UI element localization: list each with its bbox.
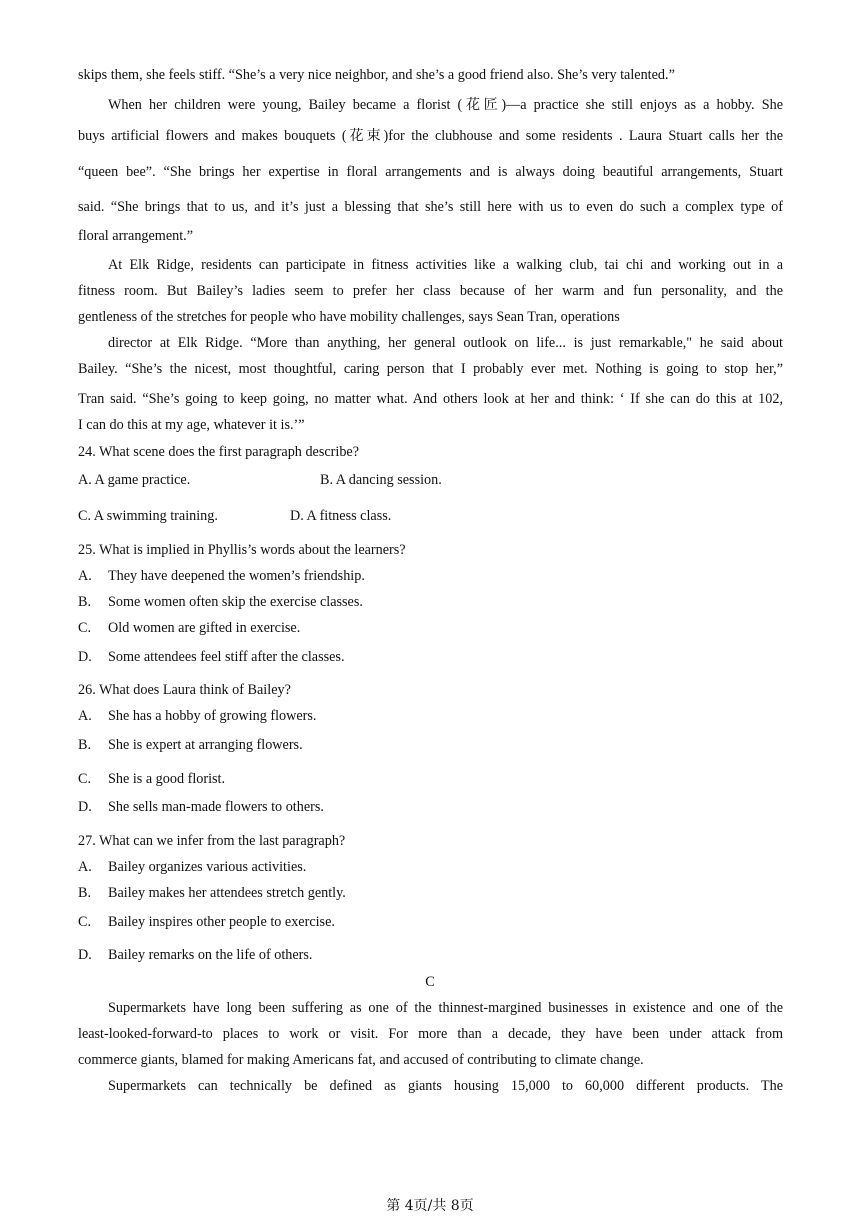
option-letter: B. — [78, 737, 92, 753]
question-26-option-d: She sells man-made flowers to others. — [108, 799, 324, 815]
question-26-option-b: She is expert at arranging flowers. — [108, 737, 303, 753]
question-25-stem: 25. What is implied in Phyllis’s words about the learners? — [78, 542, 406, 558]
question-24-stem: 24. What scene does the first paragraph describe? — [78, 444, 360, 460]
option-letter: C. — [78, 771, 92, 787]
question-24-option-b: B. A dancing session. — [320, 472, 442, 488]
question-26-option-a: She has a hobby of growing flowers. — [108, 708, 317, 724]
passage-line: Bailey. “She’s the nicest, most thoughtful, caring person that I probably ever met. Nothing is going to stop her,” — [78, 361, 783, 377]
question-27-stem: 27. What can we infer from the last paragraph? — [78, 833, 346, 849]
option-letter: C. — [78, 914, 92, 930]
passage-line: “queen bee”. “She brings her expertise in floral arrangements and is always doing beautiful arrangements, Stuart — [78, 164, 783, 180]
passage-line: floral arrangement.” — [78, 228, 194, 244]
question-24-option-a: A. A game practice. — [78, 472, 191, 488]
passage-line: gentleness of the stretches for people who have mobility challenges, says Sean Tran, operations — [78, 309, 620, 325]
question-27-option-d: Bailey remarks on the life of others. — [108, 947, 313, 963]
passage-line: Supermarkets have long been suffering as one of the thinnest-margined businesses in existence and one of the — [108, 1000, 783, 1016]
passage-line: director at Elk Ridge. “More than anything, her general outlook on life... is just remarkable," he said about — [108, 335, 783, 351]
question-25-option-b: Some women often skip the exercise classes. — [108, 594, 363, 610]
option-letter: B. — [78, 594, 92, 610]
question-26-option-c: She is a good florist. — [108, 771, 226, 787]
question-27-option-b: Bailey makes her attendees stretch gently. — [108, 885, 346, 901]
option-letter: A. — [78, 859, 92, 875]
option-letter: B. — [78, 885, 92, 901]
option-letter: D. — [78, 799, 92, 815]
passage-line: When her children were young, Bailey became a florist (花匠)—a practice she still enjoys as a hobby. She — [108, 97, 783, 113]
passage-line: fitness room. But Bailey’s ladies seem to prefer her class because of her warm and fun personality, and the — [78, 283, 783, 299]
passage-line: said. “She brings that to us, and it’s just a blessing that she’s still here with us to even do such a complex type of — [78, 199, 783, 215]
passage-line: buys artificial flowers and makes bouquets (花束)for the clubhouse and some residents . Laura Stuart calls her the — [78, 128, 783, 144]
question-27-option-c: Bailey inspires other people to exercise. — [108, 914, 335, 930]
question-24-option-d: D. A fitness class. — [290, 508, 392, 524]
question-26-stem: 26. What does Laura think of Bailey? — [78, 682, 291, 698]
option-letter: D. — [78, 649, 92, 665]
passage-line: commerce giants, blamed for making Americans fat, and accused of contributing to climate change. — [78, 1052, 644, 1068]
passage-line: I can do this at my age, whatever it is.’” — [78, 417, 305, 433]
section-heading: C — [425, 974, 435, 990]
page-number: 第 4页/共 8页 — [386, 1198, 474, 1214]
question-25-option-c: Old women are gifted in exercise. — [108, 620, 301, 636]
option-letter: A. — [78, 708, 92, 724]
passage-line: least-looked-forward-to places to work or visit. For more than a decade, they have been under attack from — [78, 1026, 783, 1042]
passage-line: Supermarkets can technically be defined as giants housing 15,000 to 60,000 different products. The — [108, 1078, 783, 1094]
option-letter: A. — [78, 568, 92, 584]
question-25-option-d: Some attendees feel stiff after the classes. — [108, 649, 345, 665]
question-27-option-a: Bailey organizes various activities. — [108, 859, 307, 875]
passage-line: Tran said. “She’s going to keep going, no matter what. And others look at her and think: ‘ If she can do this at 102, — [78, 391, 783, 407]
question-25-option-a: They have deepened the women’s friendship. — [108, 568, 365, 584]
option-letter: D. — [78, 947, 92, 963]
question-24-option-c: C. A swimming training. — [78, 508, 218, 524]
passage-line: skips them, she feels stiff. “She’s a very nice neighbor, and she’s a good friend also. She’s very talented.” — [78, 67, 675, 83]
option-letter: C. — [78, 620, 92, 636]
passage-line: At Elk Ridge, residents can participate in fitness activities like a walking club, tai chi and working out in a — [108, 257, 783, 273]
